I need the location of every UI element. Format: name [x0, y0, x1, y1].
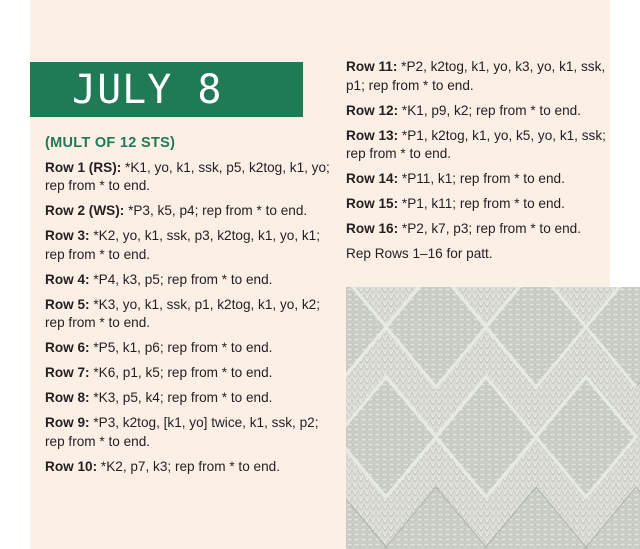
row-text: *K3, p5, k4; rep from * to end. [89, 390, 273, 405]
row-label: Row 6: [45, 340, 90, 355]
row-label: Row 14: [346, 171, 399, 186]
row-text: *K2, yo, k1, ssk, p3, k2tog, k1, yo, k1; rep from * to end. [45, 228, 321, 262]
row-instruction [45, 159, 335, 196]
page-title: JULY 8 [72, 67, 223, 113]
knitted-swatch-photo [346, 287, 640, 549]
row-instruction [45, 339, 335, 358]
row-text: *K6, p1, k5; rep from * to end. [89, 365, 273, 380]
row-text: *K2, p7, k3; rep from * to end. [97, 458, 280, 474]
row-text: *P1, k2tog, k1, yo, k5, yo, k1, ssk; rep from * to end. [346, 127, 606, 161]
row-text: *P2, k7, p3; rep from * to end. [398, 221, 581, 236]
repeat-note: Rep Rows 1–16 for patt. [346, 246, 493, 261]
row-label: Row 11: [346, 59, 398, 74]
row-instruction [45, 389, 335, 408]
row-label: Row 9: [45, 415, 90, 430]
row-text: *P5, k1, p6; rep from * to end. [89, 340, 273, 355]
row-label: Row 16: [346, 221, 399, 236]
row-instruction [346, 170, 618, 189]
row-instruction [346, 195, 618, 214]
row-instruction [346, 58, 618, 95]
row-instruction [346, 220, 618, 239]
row-instruction [346, 102, 618, 121]
row-instruction [346, 127, 618, 164]
row-instruction [45, 296, 335, 333]
row-label: Row 7: [45, 365, 90, 380]
row-label: Row 4: [45, 271, 90, 287]
row-instruction [45, 202, 335, 221]
row-label: Row 2 (WS): [45, 203, 125, 218]
row-text: *P4, k3, p5; rep from * to end. [89, 271, 273, 287]
row-text: *P11, k1; rep from * to end. [398, 171, 565, 186]
row-instruction [45, 227, 335, 264]
instructions-right-column [346, 58, 618, 270]
row-text: *P2, k2tog, k1, yo, k3, yo, k1, ssk, p1; rep from * to end. [346, 59, 606, 93]
row-instruction [45, 271, 335, 290]
row-instruction [45, 364, 335, 383]
row-instruction [45, 458, 335, 477]
row-text: *P3, k5, p4; rep from * to end. [124, 203, 308, 218]
row-text: *K1, p9, k2; rep from * to end. [398, 102, 581, 118]
row-text: *P1, k11; rep from * to end. [398, 196, 565, 211]
row-text: *P3, k2tog, [k1, yo] twice, k1, ssk, p2; rep from * to end. [45, 415, 319, 449]
stitch-multiple: (MULT OF 12 STS) [45, 135, 176, 151]
instructions-left-column [45, 134, 335, 483]
row-text: *K1, yo, k1, ssk, p5, k2tog, k1, yo; rep from * to end. [45, 159, 330, 193]
row-label: Row 12: [346, 102, 399, 118]
row-label: Row 1 (RS): [45, 159, 122, 175]
row-label: Row 3: [45, 228, 90, 243]
title-banner [30, 62, 303, 117]
row-label: Row 5: [45, 296, 90, 312]
row-instruction [45, 414, 335, 451]
row-label: Row 15: [346, 196, 399, 211]
row-label: Row 10: [45, 458, 98, 474]
row-label: Row 8: [45, 390, 90, 405]
row-label: Row 13: [346, 127, 399, 143]
lace-pattern-illustration [346, 287, 640, 549]
row-text: *K3, yo, k1, ssk, p1, k2tog, k1, yo, k2; rep from * to end. [45, 296, 321, 330]
